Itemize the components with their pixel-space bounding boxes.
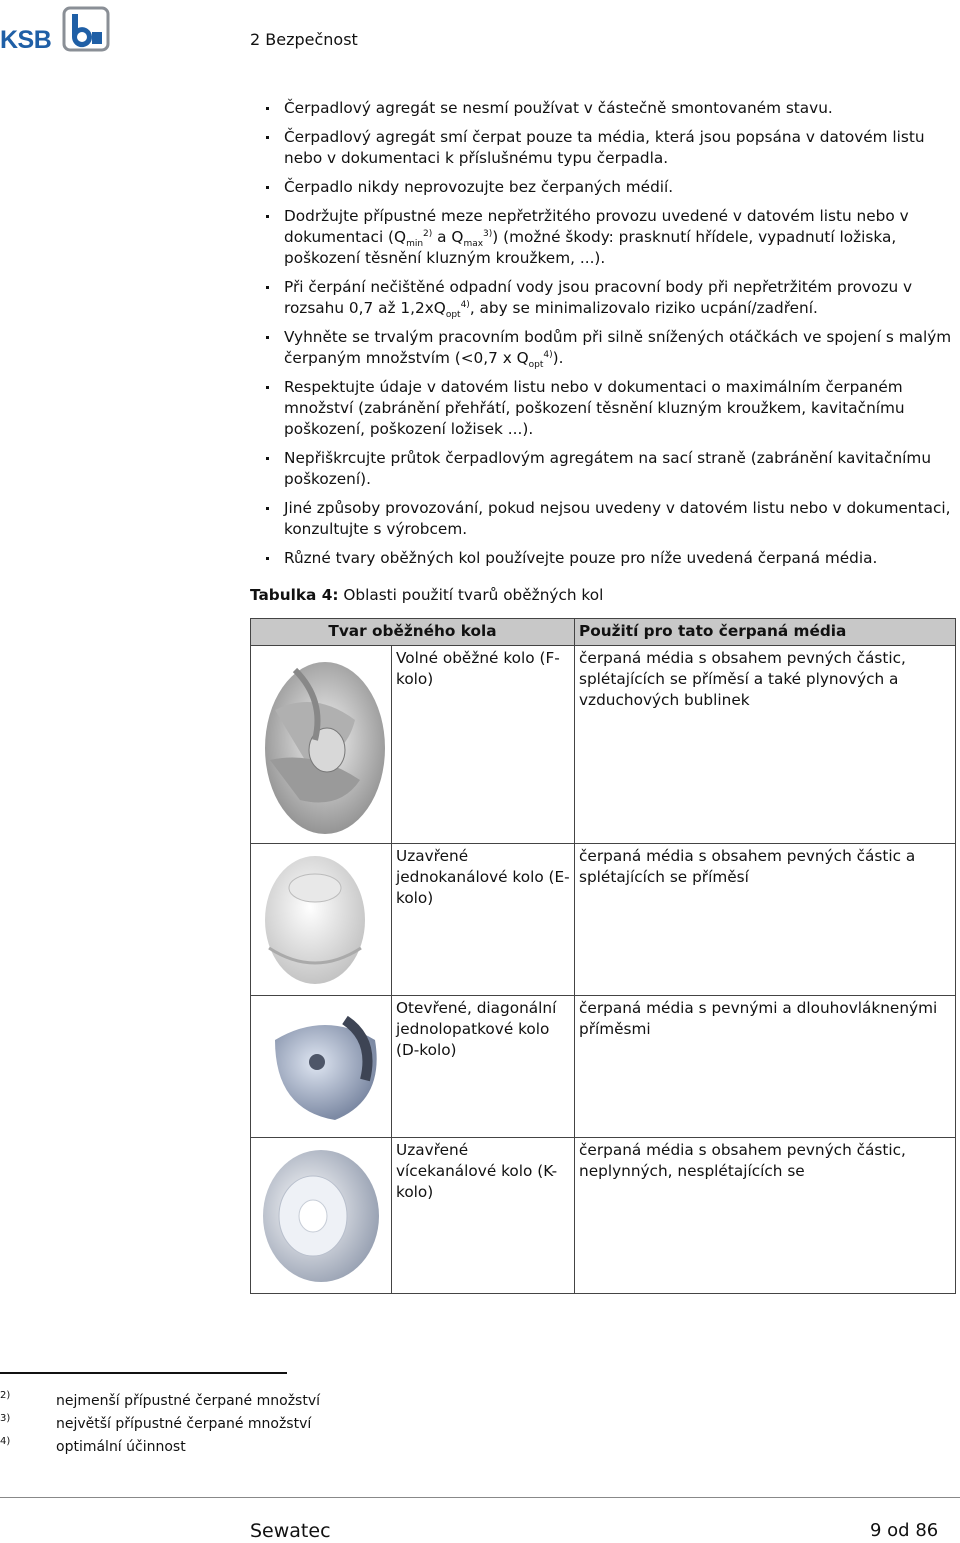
list-item: Čerpadlo nikdy neprovozujte bez čerpaných médií. <box>262 177 956 198</box>
impeller-use: čerpaná média s obsahem pevných částic, splétajících se příměsí a také plynových a vzduchových bublinek <box>575 646 956 844</box>
impeller-image-cell <box>251 996 392 1138</box>
table-header-row <box>251 619 956 646</box>
list-item: Čerpadlový agregát se nesmí používat v částečně smontovaném stavu. <box>262 98 956 119</box>
product-name: Sewatec <box>250 1520 331 1542</box>
list-item: Jiné způsoby provozování, pokud nejsou uvedeny v datovém listu nebo v dokumentaci, konzultujte s výrobcem. <box>262 498 956 540</box>
table-caption: Tabulka 4: Oblasti použití tvarů oběžných kol <box>250 586 604 604</box>
impeller-name: Volné oběžné kolo (F-kolo) <box>392 646 575 844</box>
table-row <box>251 996 956 1138</box>
impeller-name: Uzavřené jednokanálové kolo (E-kolo) <box>392 844 575 996</box>
chapter-title: 2 Bezpečnost <box>250 30 358 49</box>
list-item: Vyhněte se trvalým pracovním bodům při silně snížených otáčkách ve spojení s malým čerpaným množstvím (<0,7 x $Q_{opt}^{4)}$). <box>262 327 956 369</box>
impeller-name: Otevřené, diagonální jednolopatkové kolo (D-kolo) <box>392 996 575 1138</box>
table-row <box>251 844 956 996</box>
logo-text: KSB <box>0 26 52 54</box>
single-channel-impeller-image <box>255 848 387 988</box>
impeller-use: čerpaná média s obsahem pevných částic a splétajících se příměsí <box>575 844 956 996</box>
impeller-table <box>250 618 956 1294</box>
impeller-use: čerpaná média s pevnými a dlouhovláknenými příměsmi <box>575 996 956 1138</box>
list-item: Při čerpání nečištěné odpadní vody jsou pracovní body při nepřetržitém provozu v rozsahu 0,7 až $1,2xQ_{opt}^{4)}$, aby se minimalizovalo riziko ucpání/zadření. <box>262 277 956 319</box>
list-item: Nepřiškrcujte průtok čerpadlovým agregátem na sací straně (zabránění kavitačnímu poškození). <box>262 448 956 490</box>
free-flow-impeller-image <box>255 650 387 838</box>
list-item: Čerpadlový agregát smí čerpat pouze ta média, která jsou popsána v datovém listu nebo v dokumentaci k příslušnému typu čerpadla. <box>262 127 956 169</box>
ksb-b-icon <box>62 6 110 52</box>
page-number: 9 od 86 <box>870 1520 939 1541</box>
impeller-image-cell <box>251 844 392 996</box>
footer-divider <box>0 1497 960 1498</box>
impeller-image-cell <box>251 1138 392 1294</box>
safety-bullet-list <box>262 98 956 577</box>
table-row <box>251 646 956 844</box>
table-row <box>251 1138 956 1294</box>
column-header-shape: Tvar oběžného kola <box>251 619 575 646</box>
list-item: Respektujte údaje v datovém listu nebo v dokumentaci o maximálním čerpaném množství (zabránění přehřátí, poškození těsnění kluzným kroužkem, kavitačnímu poškození, poškození ložisek ...). <box>262 377 956 440</box>
list-item: Různé tvary oběžných kol používejte pouze pro níže uvedená čerpaná média. <box>262 548 956 569</box>
column-header-use: Použití pro tato čerpaná média <box>575 619 956 646</box>
impeller-name: Uzavřené vícekanálové kolo (K-kolo) <box>392 1138 575 1294</box>
impeller-use: čerpaná média s obsahem pevných částic, neplynných, nesplétajících se <box>575 1138 956 1294</box>
diagonal-impeller-image <box>255 1000 387 1130</box>
impeller-image-cell <box>251 646 392 844</box>
multi-channel-impeller-image <box>255 1142 387 1288</box>
ksb-logo <box>0 2 120 54</box>
footnote-divider <box>0 1372 287 1374</box>
list-item: Dodržujte přípustné meze nepřetržitého provozu uvedené v datovém listu nebo v dokumentaci ($Q_{min}^{2)}$ a $Q_{max}^{3)}$) (možné škody: prasknutí hřídele, vypadnutí ložiska, poškození těsnění kluzným kroužkem, ...). <box>262 206 956 269</box>
